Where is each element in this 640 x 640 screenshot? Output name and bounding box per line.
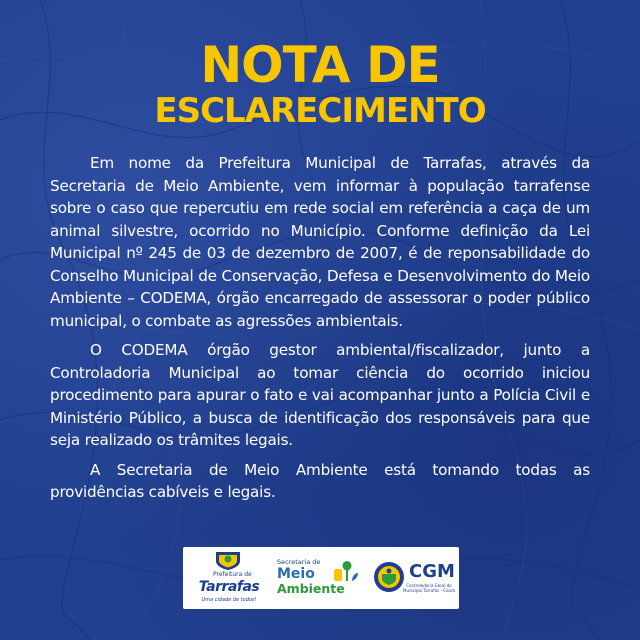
tarrafas-name: Tarrafas xyxy=(198,579,260,595)
tarrafas-slogan: Uma cidade de todos! xyxy=(201,597,257,603)
paragraph: O CODEMA órgão gestor ambiental/fiscalizador, junto a Controladoria Municipal ao tomar ciência do ocorrido iniciou procedimento para apurar o fato e vai acompanhar junto a Polícia Civil e Ministério Público, a busca de identificação dos responsáveis para que seja realizado os trâmites legais. xyxy=(50,341,590,449)
cgm-logo xyxy=(365,547,455,609)
meio-ambiente-secretaria: Secretaria de xyxy=(277,558,321,566)
tarrafas-crest-icon xyxy=(213,549,243,571)
cgm-name: CGM xyxy=(409,561,455,582)
tarrafas-prefix: Prefeitura de xyxy=(213,571,252,578)
leaf-plant-icon xyxy=(331,559,359,583)
meio-ambiente-logo xyxy=(275,547,361,609)
page-subtitle: ESCLARECIMENTO xyxy=(154,91,486,131)
tarrafas-logo xyxy=(189,547,269,609)
cgm-crest-icon xyxy=(373,561,405,593)
cgm-subtitle: Controladoria Geral do Município Tarrafas - Ceará xyxy=(403,583,455,593)
paragraph: A Secretaria de Meio Ambiente está tomando todas as providências cabíveis e legais. xyxy=(50,460,590,501)
paragraph: Em nome da Prefeitura Municipal de Tarrafas, através da Secretaria de Meio Ambiente, vem informar à população tarrafense sobre o caso que repercutiu em rede social em referência a caça de um animal silvestre, ocorrido no Município. Conforme definição da Lei Municipal nº 245 de 03 de dezembro de 2007, é de reponsabilidade do Conselho Municipal de Conservação, Defesa e Desenvolvimento do Meio Ambiente – CODEMA, órgão encarregado de assessorar o poder público municipal, o combate as agressões ambientais. xyxy=(50,154,590,330)
logo-bar xyxy=(183,547,459,609)
announcement-body xyxy=(50,152,590,511)
meio-ambiente-line2: Ambiente xyxy=(277,581,345,596)
page-title: NOTA DE xyxy=(200,36,440,94)
meio-ambiente-line1: Meio xyxy=(277,566,315,582)
